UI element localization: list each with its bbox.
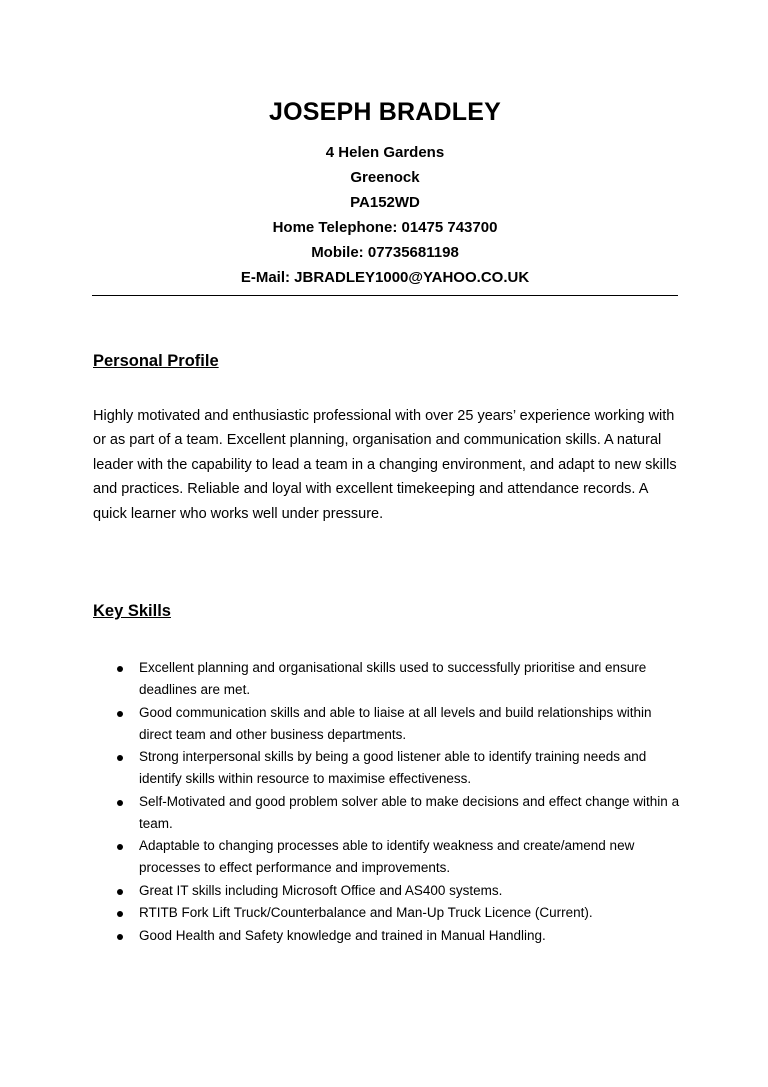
bullet-icon (117, 911, 123, 917)
home-telephone: Home Telephone: 01475 743700 (272, 219, 498, 236)
bullet-icon (117, 934, 123, 940)
skill-text: Great IT skills including Microsoft Office and AS400 systems. (139, 882, 503, 898)
skill-text: Excellent planning and organisational skills used to successfully prioritise and ensure deadlines are met. (139, 660, 647, 697)
bullet-icon (117, 755, 123, 761)
bullet-icon (117, 800, 123, 806)
skill-item (93, 702, 683, 746)
contact-header (92, 96, 678, 290)
address-town: Greenock (350, 169, 420, 186)
skill-item (93, 880, 683, 902)
bullet-icon (117, 889, 123, 895)
skill-item (93, 791, 683, 835)
skill-text: Good communication skills and able to liaise at all levels and build relationships within direct team and other business departments. (139, 704, 652, 742)
skill-text: Adaptable to changing processes able to identify weakness and create/amend new processes to effect performance and improvements. (139, 838, 635, 875)
bullet-icon (117, 844, 123, 850)
email-address: E-Mail: JBRADLEY1000@YAHOO.CO.UK (240, 269, 530, 286)
personal-profile-heading: Personal Profile (93, 352, 219, 370)
key-skills-list (93, 657, 683, 947)
candidate-name: JOSEPH BRADLEY (268, 98, 501, 126)
bullet-icon (117, 711, 123, 717)
skill-item (93, 902, 683, 924)
skill-item (93, 657, 683, 701)
skill-text: RTITB Fork Lift Truck/Counterbalance and Man-Up Truck Licence (Current). (139, 905, 593, 920)
mobile-number: Mobile: 07735681198 (311, 244, 459, 261)
address-postcode: PA152WD (350, 194, 420, 211)
skill-item (93, 925, 683, 947)
header-divider (92, 295, 678, 296)
skill-item (93, 746, 683, 790)
skill-text: Strong interpersonal skills by being a good listener able to identify training needs and identify skills within resource to maximise effectiveness. (139, 749, 647, 786)
bullet-icon (117, 666, 123, 672)
key-skills-heading: Key Skills (93, 602, 171, 620)
address-street: 4 Helen Gardens (325, 144, 445, 161)
skill-text: Self-Motivated and good problem solver able to make decisions and effect change within a team. (139, 793, 680, 831)
skill-text: Good Health and Safety knowledge and trained in Manual Handling. (139, 927, 546, 943)
skill-item (93, 835, 683, 879)
personal-profile-text: Highly motivated and enthusiastic professional with over 25 years’ experience working with or as part of a team. Excellent planning, organisation and communication skills. A natural leader with the capability to lead a team in a changing environment, and adapt to new skills and practices. Reliable and loyal with excellent timekeeping and attendance records. A quick learner who works well under pressure. (93, 408, 677, 522)
